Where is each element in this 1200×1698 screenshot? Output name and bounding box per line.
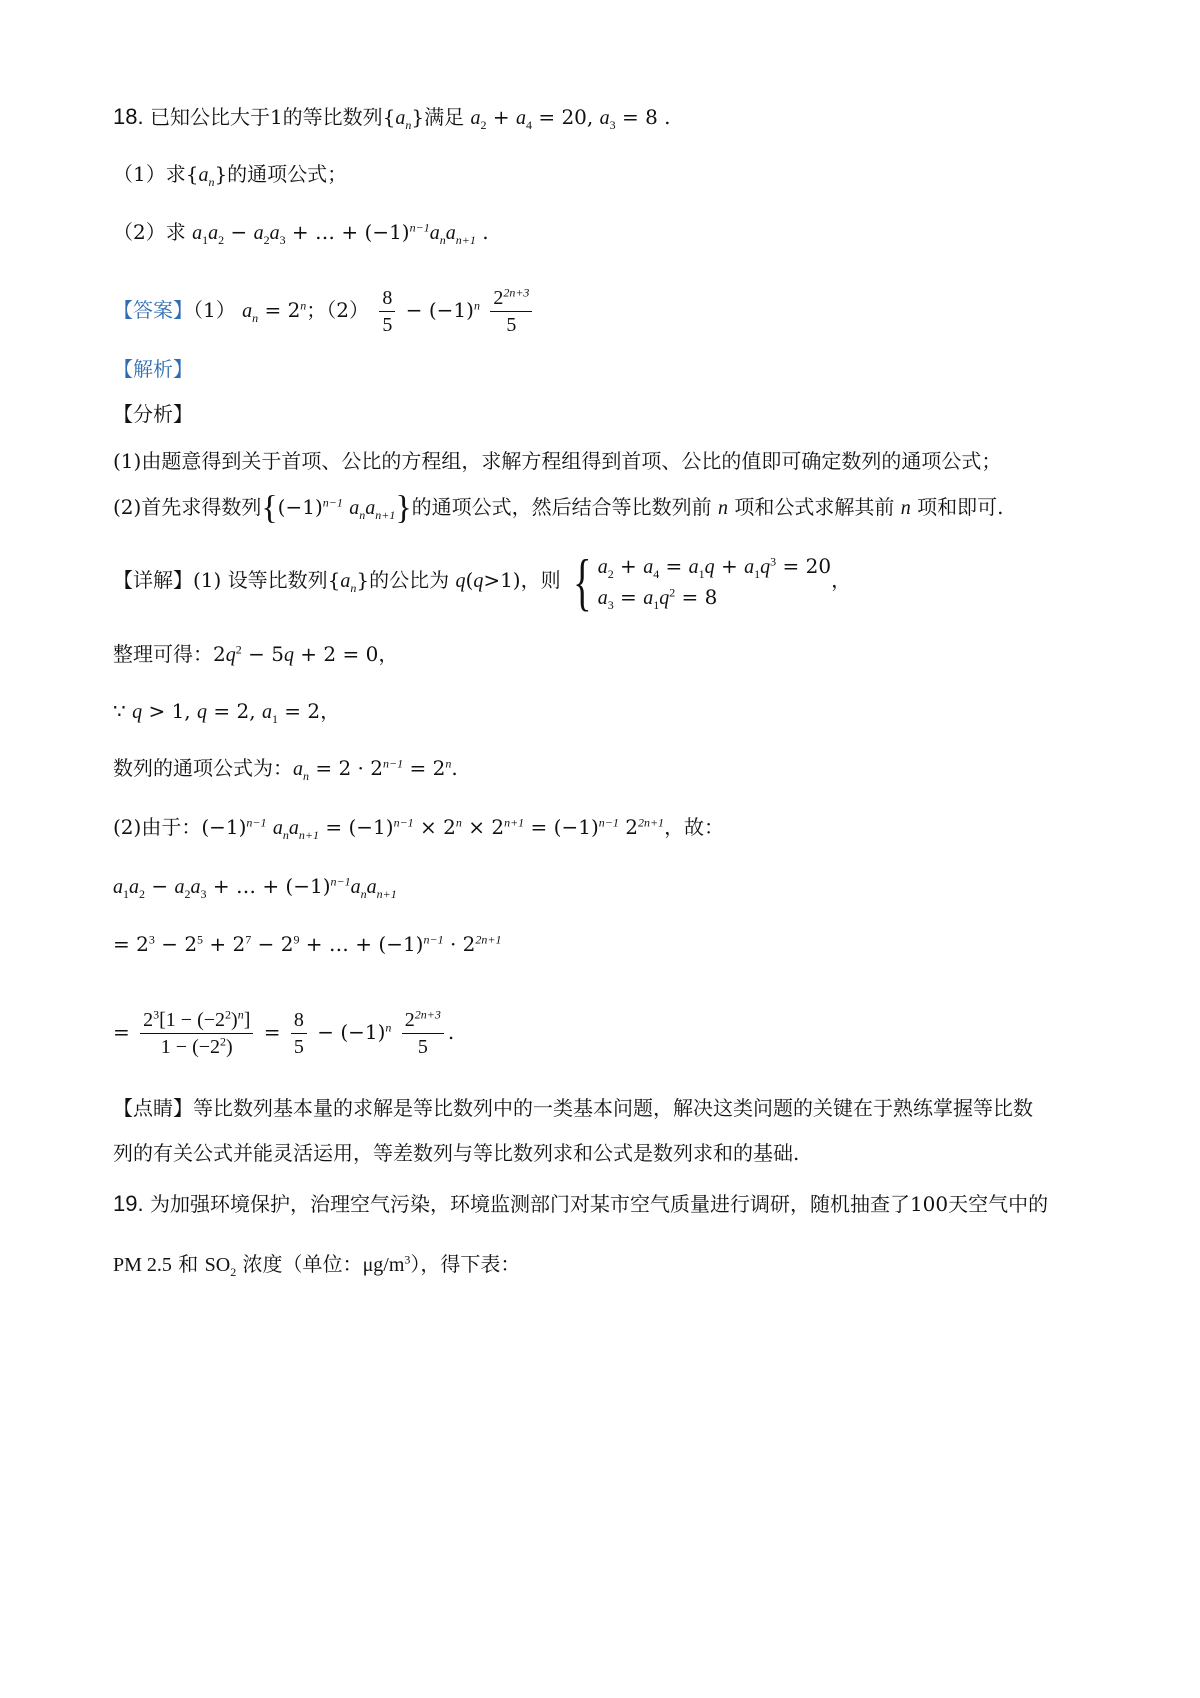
detail-because: ∵ q > 1, q = 2, $a_1 = 2$， [113, 699, 341, 726]
comment-line-2: 列的有关公式并能灵活运用，等差数列与等比数列求和公式是数列求和的基础. [113, 1141, 800, 1165]
detail-general-term: 数列的通项公式为：$a_n = 2 \cdot 2^{n-1} = 2^n$. [113, 756, 458, 783]
comment-tag: 【点睛】 [113, 1096, 193, 1120]
q19-line-1: 19. 为加强环境保护，治理空气污染，环境监测部门对某市空气质量进行调研，随机抽查了100天空气中的 [113, 1191, 1049, 1216]
answer-line: 【答案】（1） $a_n = 2^n$；（2） $\frac{8}{5}$ − $(-1)^n$ $\frac{2^{2n+3}}{5}$ [113, 282, 536, 339]
detail-sum-line: $a_1a_2 - a_2a_3$ + … + $(-1)^{n-1}a_na_{n+1}$ [113, 874, 397, 901]
detail-part2-intro: (2)由于：$(-1)^{n-1}$ $a_na_{n+1} = (-1)^{n-1} \times 2^n \times 2^{n+1} = (-1)^{n-1}$ $2^{2n+1}$，故： [113, 815, 725, 842]
q18-stem-text: 已知公比大于1的等比数列$\{a_n\}$满足 $a_2 + a_4 = 20$, $a_3 = 8$ . [149, 105, 671, 132]
detail-tag: 【详解】 [113, 568, 193, 592]
detail-expand-line: = $2^3 - 2^5 + 2^7 - 2^9$ + … + $(-1)^{n-1} \cdot 2^{2n+1}$ [113, 932, 502, 956]
q19-number: 19. [113, 1191, 144, 1216]
analysis-point-1: (1)由题意得到关于首项、公比的方程组，求解方程组得到首项、公比的值即可确定数列的通项公式； [113, 449, 1002, 473]
answer-tag: 【答案】 [113, 298, 193, 322]
q19-line-2: PM 2.5 和 $SO_2$ 浓度（单位：$\mu g/m^3$），得下表： [113, 1252, 521, 1279]
answer-fraction-b: $\frac{2^{2n+3}}{5}$ [490, 285, 532, 338]
detail-simplify: 整理可得：$2q^2 - 5q + 2 = 0$， [113, 642, 399, 666]
detail-setup: 【详解】(1) 设等比数列$\{a_n\}$的公比为 q(q>1)，则 { $a_2 + a_4 = a_1q + a_1q^3 = 20$ $a_3 = a_1q^2 = 8$ ， [113, 545, 852, 617]
result-fraction-main: $\frac{2^3[1 - (-2^2)^n]}{1 - (-2^2)}$ [140, 1007, 253, 1060]
q18-part2: （2）求 $a_1a_2 - a_2a_3$ + … + $(-1)^{n-1}a_na_{n+1}$ . [113, 220, 489, 247]
analysis-point-2: (2)首先求得数列{$(-1)^{n-1}$ $a_na_{n+1}$}的通项公式，然后结合等比数列前 n 项和公式求解其前 n 项和即可. [113, 489, 1004, 527]
equation-system: { $a_2 + a_4 = a_1q + a_1q^3 = 20$ $a_3 = a_1q^2 = 8$ [573, 545, 832, 617]
comment-line-1: 【点睛】等比数列基本量的求解是等比数列中的一类基本问题，解决这类问题的关键在于熟练掌握等比数 [113, 1096, 1033, 1120]
analysis-tag: 【解析】 [113, 357, 193, 381]
result-fraction-a: $\frac{8}{5}$ [291, 1007, 307, 1060]
fenxi-tag: 【分析】 [113, 402, 193, 426]
result-fraction-b: $\frac{2^{2n+3}}{5}$ [402, 1007, 444, 1060]
q18-number: 18. [113, 104, 144, 129]
answer-fraction-a: $\frac{8}{5}$ [379, 285, 395, 338]
detail-result-line: = $\frac{2^3[1 - (-2^2)^n]}{1 - (-2^2)}$ = $\frac{8}{5}$ − $(-1)^n$ $\frac{2^{2n+3}}{5}$ . [113, 1007, 455, 1058]
q18-part1: （1）求$\{a_n\}$的通项公式； [113, 162, 348, 189]
q18-stem [113, 103, 671, 132]
